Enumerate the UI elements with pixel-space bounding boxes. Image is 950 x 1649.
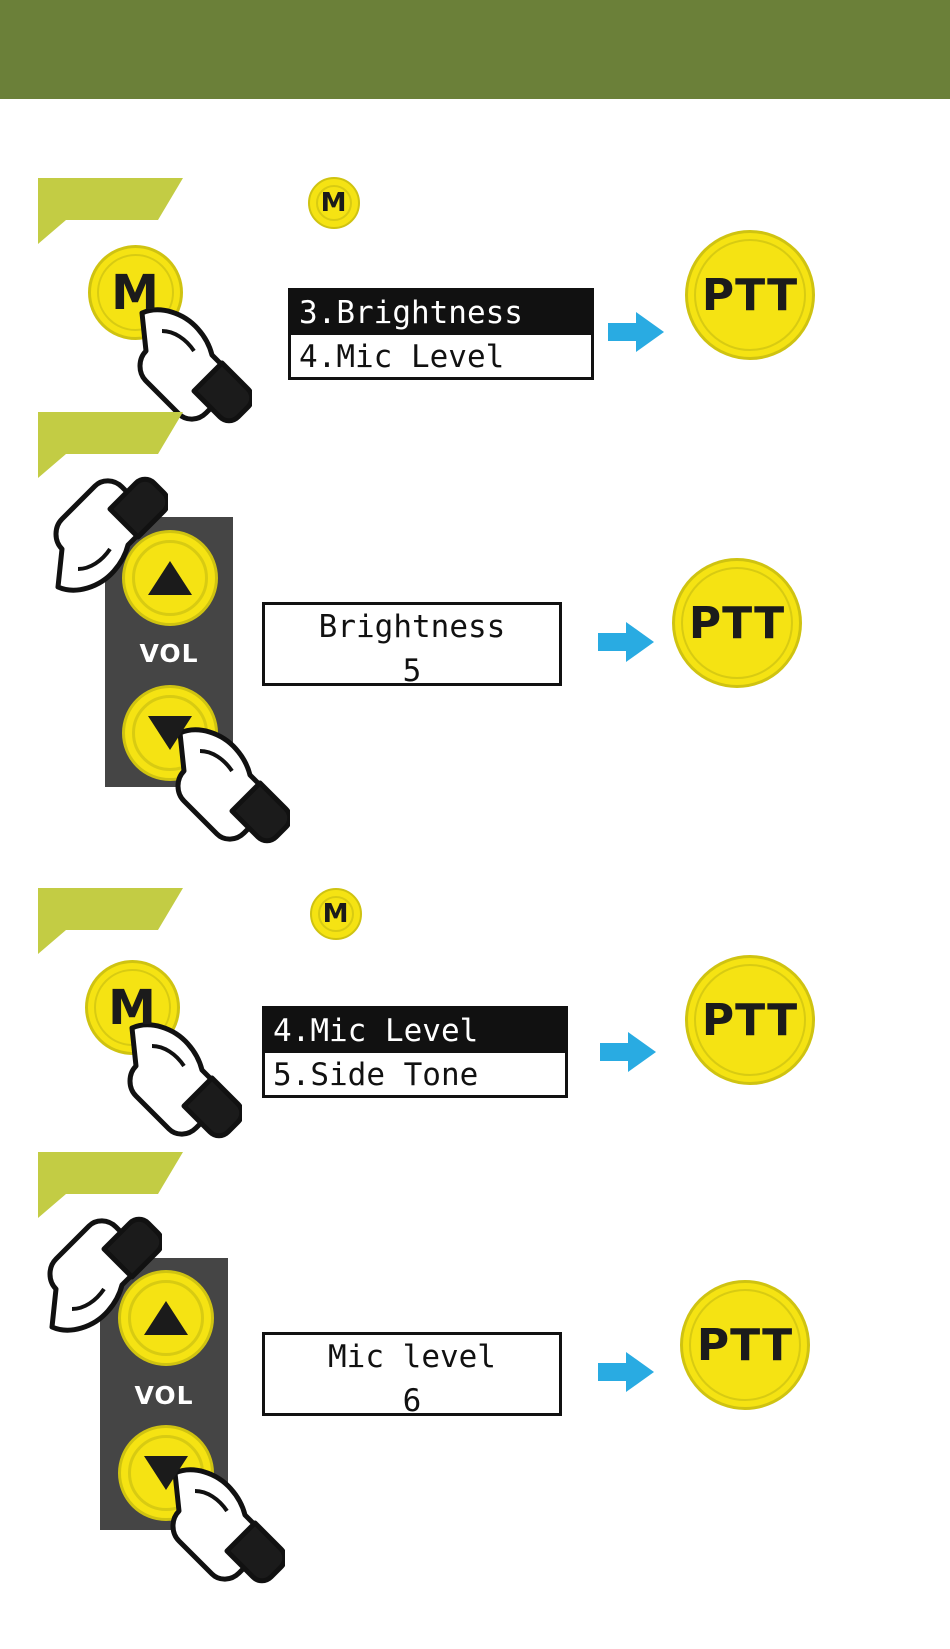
step-flag-body [38,412,183,454]
triangle-down-icon [148,716,192,750]
triangle-up-icon [148,561,192,595]
arrow-head [626,1352,654,1392]
arrow-shaft [598,633,628,651]
menu-button-indicator-2[interactable] [310,888,362,940]
lcd-value: 6 [402,1383,422,1419]
vol-label: VOL [134,1381,194,1410]
step-flag-1 [38,178,183,220]
step-flag-body [38,178,183,220]
step-flag-4 [38,1152,183,1194]
arrow-shaft [598,1363,628,1381]
lcd-screen-2 [262,602,562,689]
lcd-line-selected: 4.Mic Level [265,1009,565,1053]
step-flag-3 [38,888,183,930]
arrow-shaft [600,1043,630,1061]
arrow-head [628,1032,656,1072]
step-flag-2 [38,412,183,454]
lcd-screen-3 [262,1006,568,1098]
step-flag-body [38,1152,183,1194]
ptt-button-label: PTT [696,1319,794,1371]
arrow-head [636,312,664,352]
ptt-button-3[interactable] [685,955,815,1085]
lcd-screen-1 [288,288,594,380]
step-flag-tail [38,220,66,244]
flow-arrow-3 [600,1032,656,1072]
menu-button-indicator-1[interactable] [308,177,360,229]
flow-arrow-2 [598,622,654,662]
menu-button-label: M [108,979,157,1036]
ptt-button-label: PTT [701,269,799,321]
step-flag-tail [38,930,66,954]
triangle-up-icon [144,1301,188,1335]
ptt-button-4[interactable] [680,1280,810,1410]
arrow-head [626,622,654,662]
top-banner [0,0,950,99]
flow-arrow-1 [608,312,664,352]
lcd-screen-4 [262,1332,562,1419]
ptt-button-2[interactable] [672,558,802,688]
lcd-title: Brightness [318,609,506,645]
ptt-button-1[interactable] [685,230,815,360]
flow-arrow-4 [598,1352,654,1392]
ptt-button-label: PTT [688,597,786,649]
lcd-value: 5 [402,653,422,689]
lcd-title: Mic level [328,1339,496,1375]
menu-button-label: M [322,899,350,929]
step-flag-body [38,888,183,930]
menu-button-label: M [320,188,348,218]
lcd-line-selected: 3.Brightness [291,291,591,335]
menu-button-label: M [111,264,160,321]
arrow-shaft [608,323,638,341]
ptt-button-label: PTT [701,994,799,1046]
lcd-line: 5.Side Tone [273,1057,479,1093]
vol-label: VOL [139,639,199,668]
lcd-line: 4.Mic Level [299,339,505,375]
triangle-down-icon [144,1456,188,1490]
